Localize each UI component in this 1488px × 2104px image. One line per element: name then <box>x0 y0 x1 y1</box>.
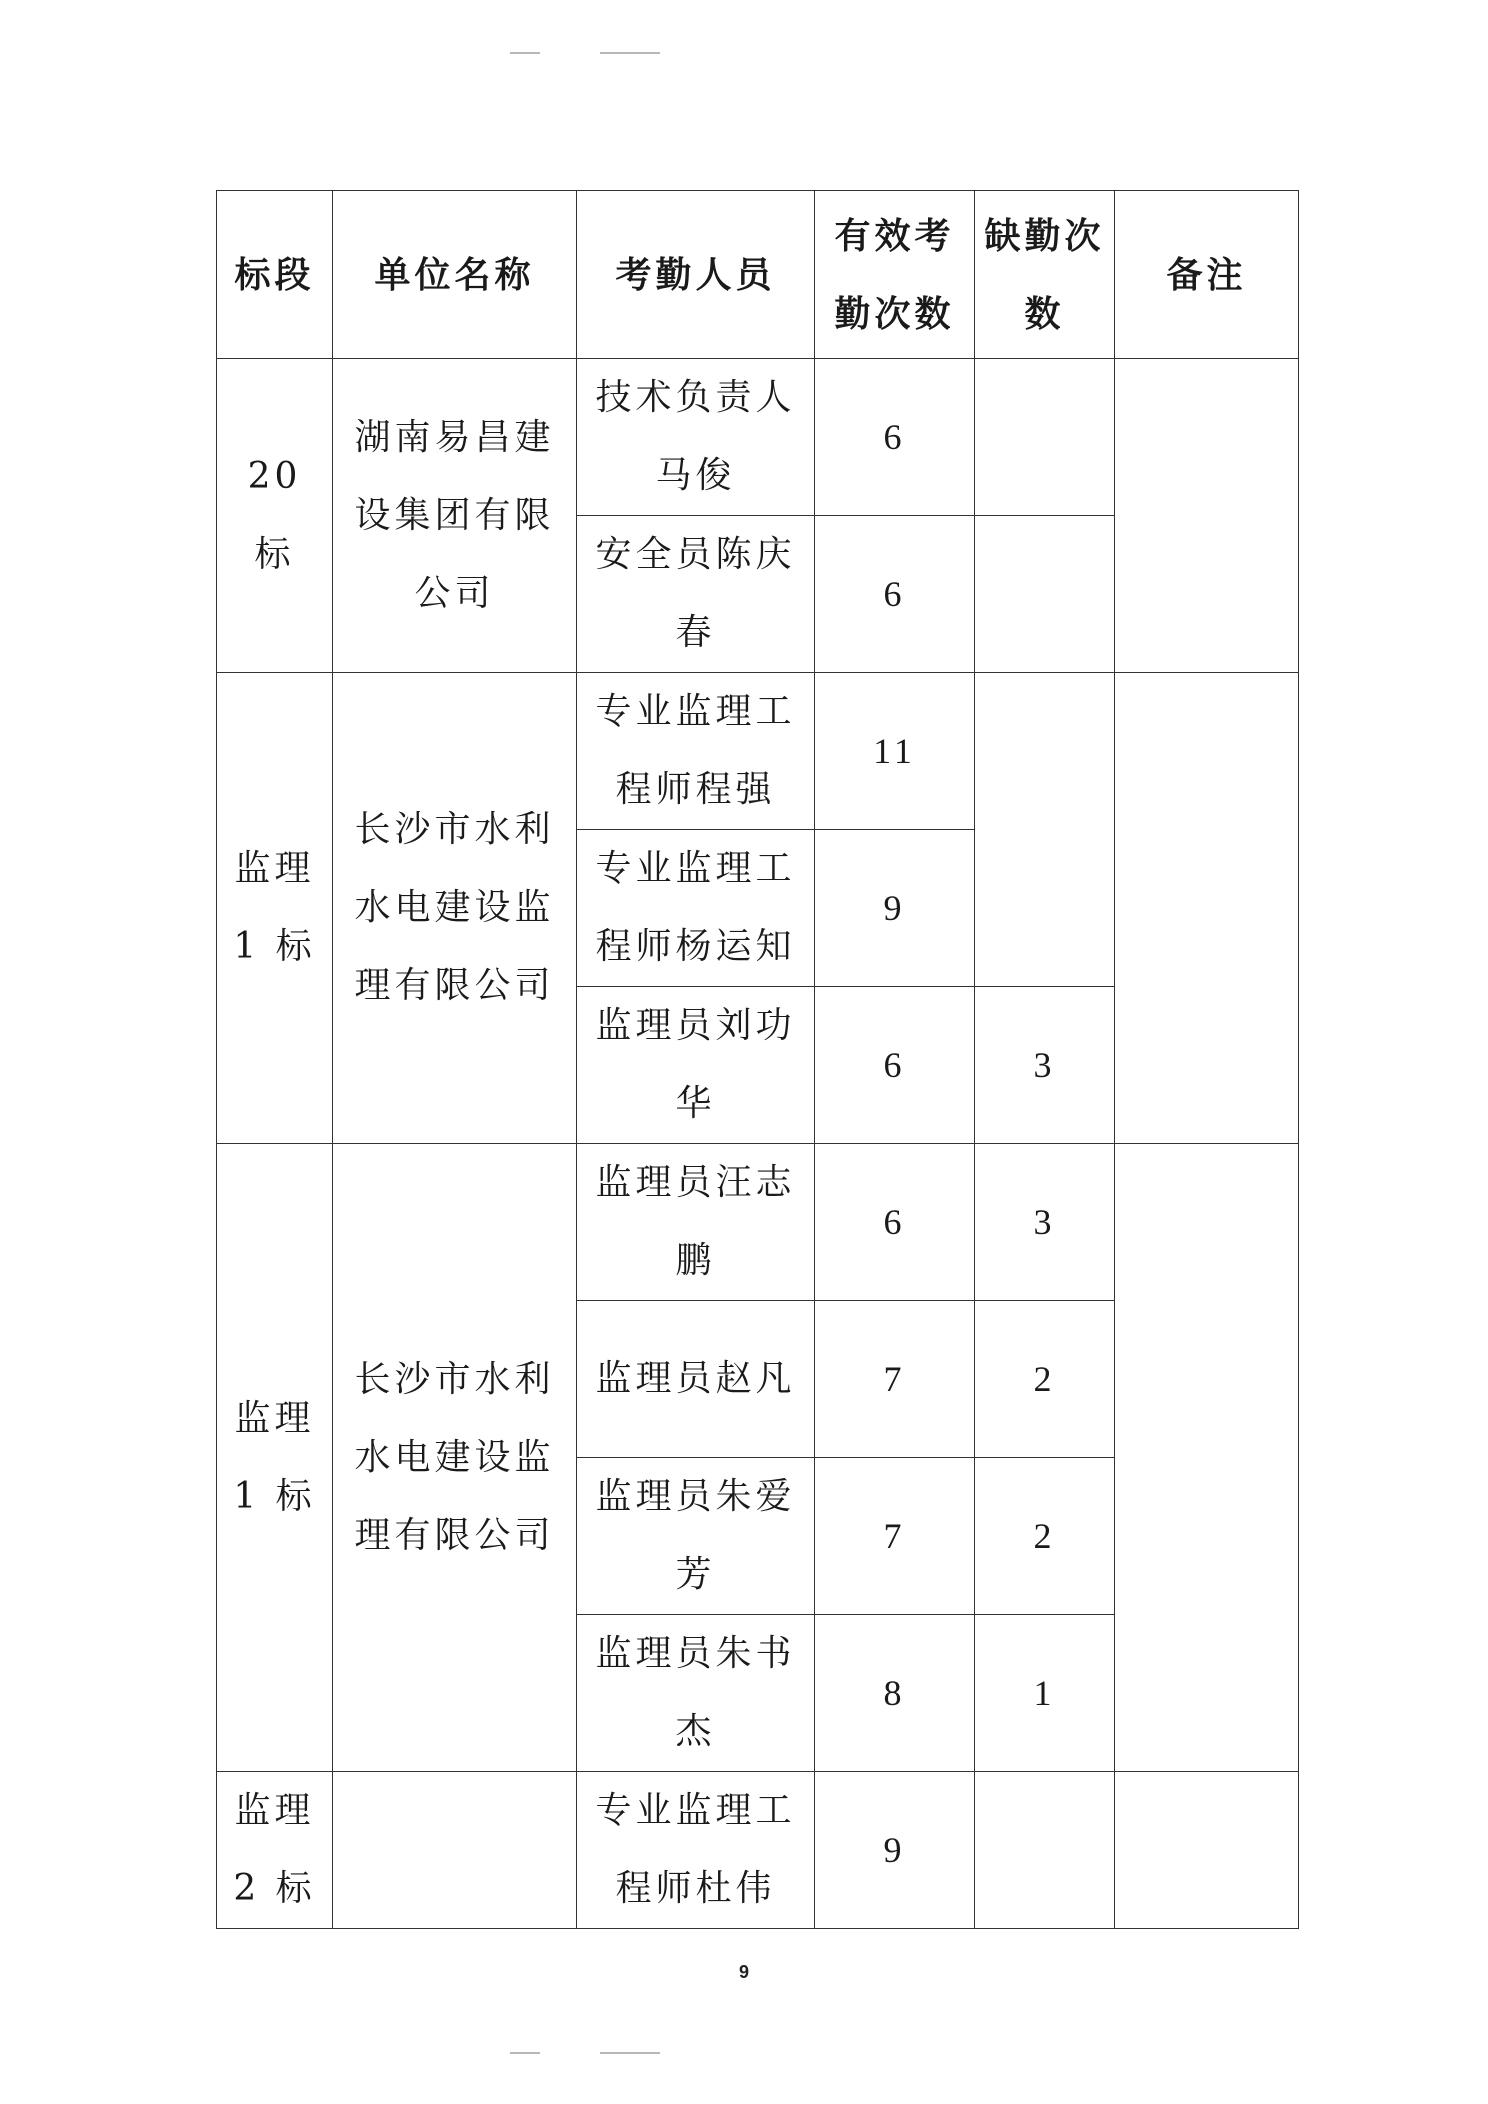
section-cell: 20 标 <box>217 359 333 673</box>
absent-count-cell: 3 <box>975 1144 1115 1301</box>
header-unit: 单位名称 <box>333 191 577 359</box>
scan-artifact <box>510 52 540 54</box>
header-absent: 缺勤次数 <box>975 191 1115 359</box>
note-cell <box>1115 359 1299 673</box>
staff-cell: 监理员刘功华 <box>577 987 815 1144</box>
note-cell <box>1115 1772 1299 1929</box>
header-staff: 考勤人员 <box>577 191 815 359</box>
valid-count-cell: 11 <box>815 673 975 830</box>
attendance-table <box>216 190 1299 1929</box>
absent-count-cell <box>975 516 1115 673</box>
note-cell <box>1115 1144 1299 1772</box>
valid-count-cell: 9 <box>815 1772 975 1929</box>
table-row <box>217 1772 1299 1929</box>
scan-artifact <box>600 52 660 54</box>
valid-count-cell: 6 <box>815 987 975 1144</box>
staff-cell: 监理员赵凡 <box>577 1301 815 1458</box>
unit-cell: 湖南易昌建设集团有限公司 <box>333 359 577 673</box>
header-valid: 有效考勤次数 <box>815 191 975 359</box>
valid-count-cell: 8 <box>815 1615 975 1772</box>
absent-count-cell <box>975 1772 1115 1929</box>
absent-count-cell <box>975 359 1115 516</box>
table-row <box>217 673 1299 830</box>
staff-cell: 专业监理工程师程强 <box>577 673 815 830</box>
section-cell: 监理 1 标 <box>217 1144 333 1772</box>
unit-cell: 长沙市水利水电建设监理有限公司 <box>333 1144 577 1772</box>
header-note: 备注 <box>1115 191 1299 359</box>
table-row <box>217 1144 1299 1301</box>
table-header-row <box>217 191 1299 359</box>
valid-count-cell: 6 <box>815 516 975 673</box>
absent-count-cell: 2 <box>975 1458 1115 1615</box>
absent-count-cell: 1 <box>975 1615 1115 1772</box>
scan-artifact <box>510 2052 540 2054</box>
staff-cell: 专业监理工程师杨运知 <box>577 830 815 987</box>
valid-count-cell: 6 <box>815 1144 975 1301</box>
valid-count-cell: 7 <box>815 1458 975 1615</box>
staff-cell: 专业监理工程师杜伟 <box>577 1772 815 1929</box>
section-cell: 监理 1 标 <box>217 673 333 1144</box>
absent-count-cell <box>975 673 1115 987</box>
staff-cell: 技术负责人马俊 <box>577 359 815 516</box>
valid-count-cell: 9 <box>815 830 975 987</box>
staff-cell: 监理员汪志鹏 <box>577 1144 815 1301</box>
staff-cell: 监理员朱爱芳 <box>577 1458 815 1615</box>
valid-count-cell: 6 <box>815 359 975 516</box>
scan-artifact <box>600 2052 660 2054</box>
staff-cell: 安全员陈庆春 <box>577 516 815 673</box>
page-number: 9 <box>738 1962 749 1982</box>
unit-cell <box>333 1772 577 1929</box>
valid-count-cell: 7 <box>815 1301 975 1458</box>
section-cell: 监理 2 标 <box>217 1772 333 1929</box>
header-section: 标段 <box>217 191 333 359</box>
table-row <box>217 359 1299 516</box>
note-cell <box>1115 673 1299 1144</box>
staff-cell: 监理员朱书杰 <box>577 1615 815 1772</box>
unit-cell: 长沙市水利水电建设监理有限公司 <box>333 673 577 1144</box>
absent-count-cell: 2 <box>975 1301 1115 1458</box>
absent-count-cell: 3 <box>975 987 1115 1144</box>
